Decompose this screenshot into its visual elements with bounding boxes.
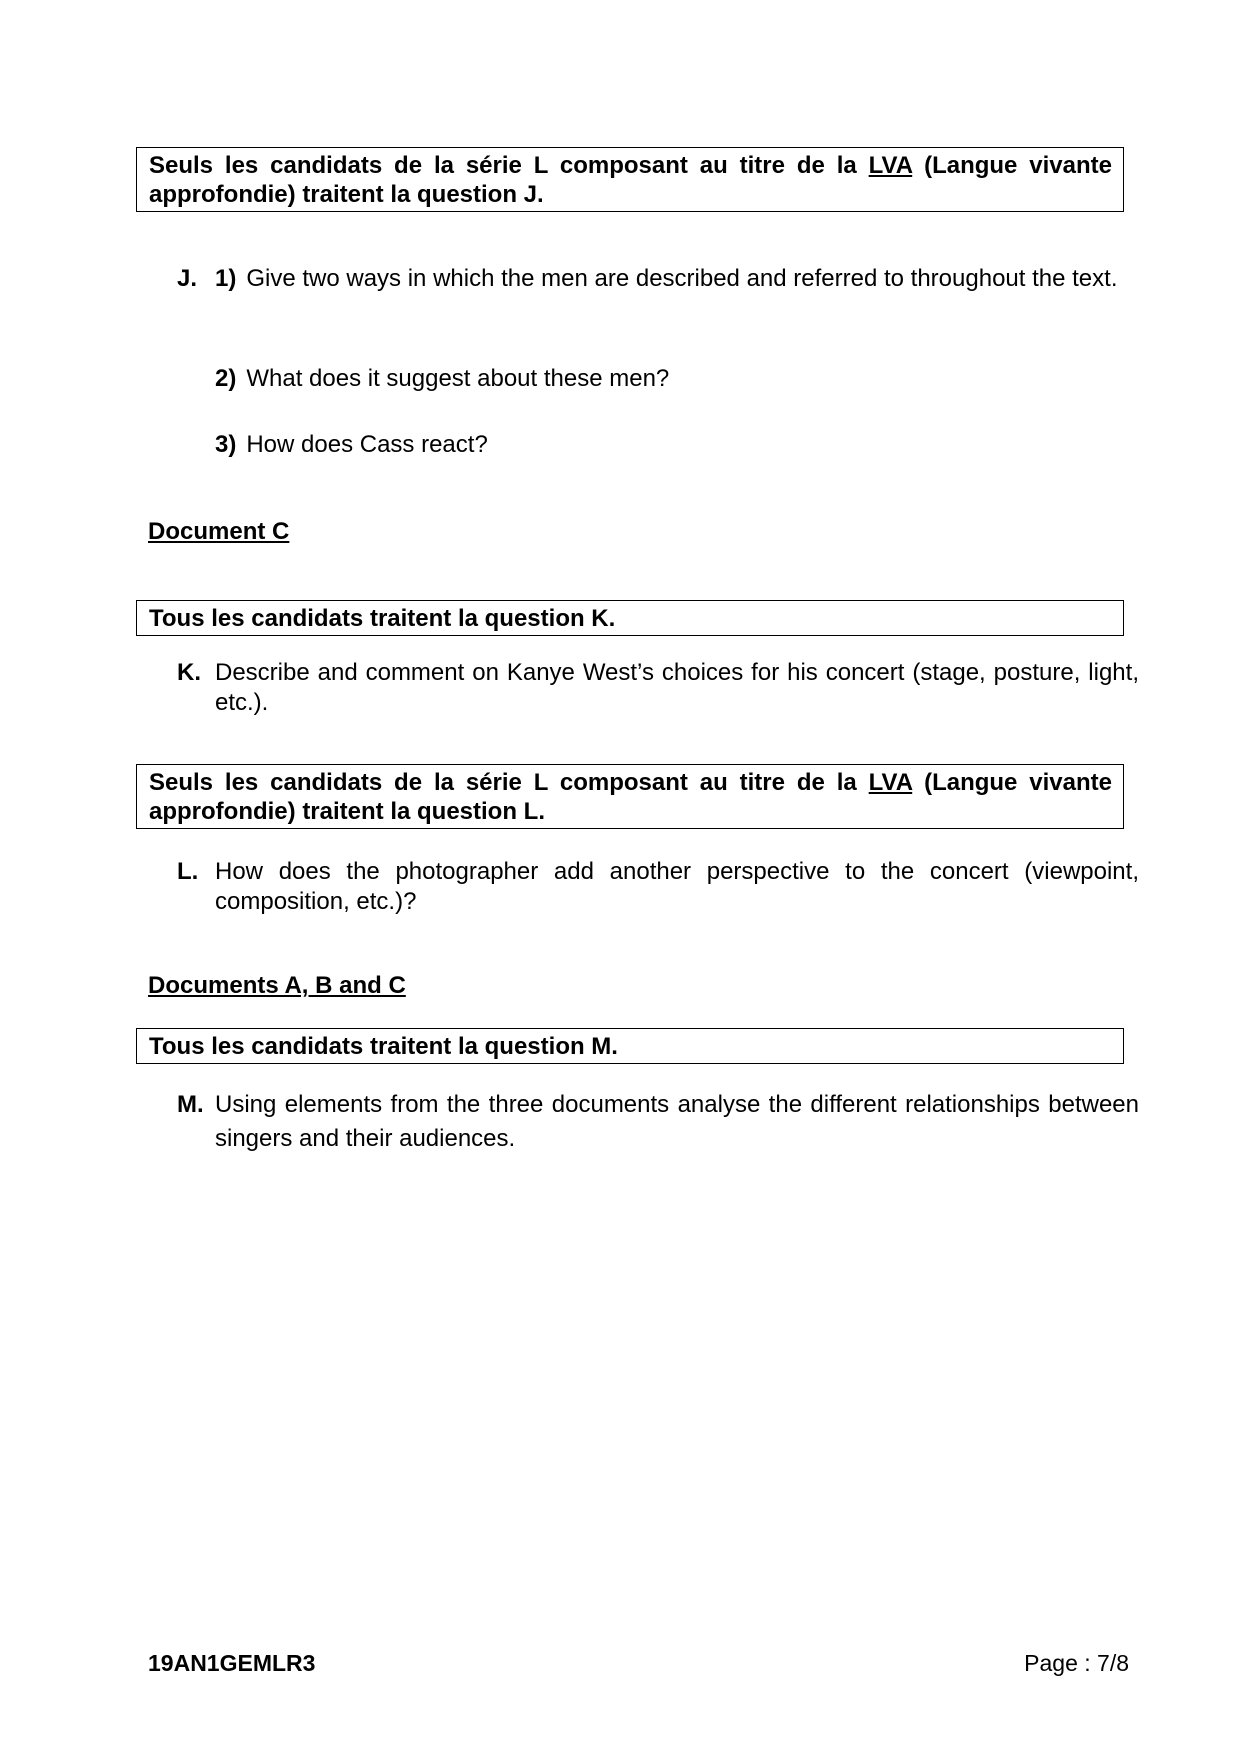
instruction-box-k: Tous les candidats traitent la question K. bbox=[136, 600, 1124, 636]
section-heading-document-c: Document C bbox=[148, 518, 290, 545]
question-label: M. bbox=[177, 1091, 204, 1118]
instruction-box-lva-l bbox=[136, 764, 1124, 829]
item-text: What does it suggest about these men? bbox=[246, 365, 670, 392]
question-text: Describe and comment on Kanye West’s choices for his concert (stage, posture, light, etc.). bbox=[215, 659, 1139, 716]
instruction-box-m: Tous les candidats traitent la question M. bbox=[136, 1028, 1124, 1064]
question-j-2 bbox=[215, 362, 1139, 396]
lva-underlined: LVA bbox=[868, 152, 913, 179]
item-text: How does Cass react? bbox=[246, 431, 488, 458]
question-label: J. bbox=[177, 265, 198, 292]
footer-page-number: Page : 7/8 bbox=[1024, 1650, 1129, 1676]
item-number: 3) bbox=[215, 431, 237, 458]
question-j-1 bbox=[215, 262, 1139, 296]
footer-code: 19AN1GEMLR3 bbox=[148, 1650, 316, 1676]
instruction-text: Seuls les candidats de la série L composant au titre de la bbox=[149, 152, 869, 179]
instruction-text: (Langue vivante approfondie) traitent la question L. bbox=[149, 769, 1112, 825]
section-heading-documents-abc: Documents A, B and C bbox=[148, 972, 406, 999]
instruction-text: (Langue vivante approfondie) traitent la question J. bbox=[149, 152, 1112, 208]
question-label: K. bbox=[177, 659, 201, 686]
item-text: Give two ways in which the men are described and referred to throughout the text. bbox=[246, 265, 1118, 292]
instruction-text: Seuls les candidats de la série L composant au titre de la bbox=[149, 769, 869, 796]
lva-underlined: LVA bbox=[868, 769, 913, 796]
item-number: 2) bbox=[215, 365, 237, 392]
instruction-box-lva-j bbox=[136, 147, 1124, 212]
question-label: L. bbox=[177, 858, 199, 885]
question-text: How does the photographer add another perspective to the concert (viewpoint, composition, etc.)? bbox=[215, 858, 1139, 915]
item-number: 1) bbox=[215, 265, 237, 292]
question-j-3 bbox=[215, 428, 1139, 462]
question-text: Using elements from the three documents analyse the different relationships between singers and their audiences. bbox=[215, 1091, 1139, 1152]
